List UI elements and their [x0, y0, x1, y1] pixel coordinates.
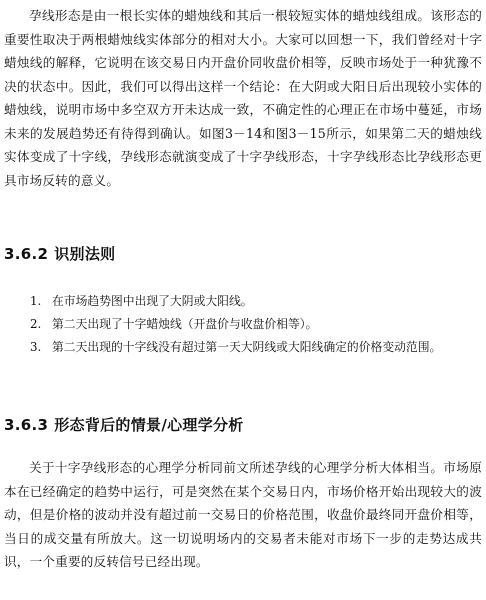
- list-item-index: 1.: [30, 294, 42, 308]
- intro-paragraph: 孕线形态是由一根长实体的蜡烛线和其后一根较短实体的蜡烛线组成。该形态的重要性取决于两根蜡烛线实体部分的相对大小。大家可以回想一下，我们曾经对十字蜡烛线的解释，它说明在该交易日内开盘价同收盘价相等，反映市场处于一种犹豫不决的状态中。因此，我们可以得出这样一个结论：在大阴或大阳日后出现较小实体的蜡烛线，说明市场中多空双方开未达成一致，不确定性的心理正在市场中蔓延，市场未来的发展趋势还有待得到确认。如图3－14和图3－15所示，如果第二天的蜡烛线实体变成了十字线，孕线形态就演变成了十字孕线形态，十字孕线形态比孕线形态更具市场反转的意义。: [4, 8, 482, 188]
- section-number: 3.6.2: [4, 245, 49, 263]
- list-item-text: 在市场趋势图中出现了大阴或大阳线。: [52, 294, 253, 308]
- section-number: 3.6.3: [4, 416, 49, 434]
- list-item-text: 第二天出现了十字蜡烛线（开盘价与收盘价相等）。: [52, 317, 318, 331]
- section-heading-psychology-analysis: [4, 414, 482, 435]
- section-title: 形态背后的情景/心理学分析: [54, 416, 244, 434]
- list-item: [30, 313, 476, 336]
- section-heading-identification-rules: [4, 243, 482, 264]
- rules-list: [30, 290, 476, 359]
- list-item: [30, 336, 476, 359]
- analysis-paragraph: 关于十字孕线形态的心理学分析同前文所述孕线的心理学分析大体相当。市场原本在已经确定的趋势中运行，可是突然在某个交易日内，市场价格开始出现较大的波动，但是价格的波动并没有超过前一交易日的价格范围，收盘价最终同开盘价相等，当日的成交量有所放大。这一切说明场内的交易者未能对市场下一步的走势达成共识，一个重要的反转信号已经出现。: [4, 460, 482, 569]
- section-title: 识别法则: [54, 245, 116, 263]
- list-item-index: 2.: [30, 317, 42, 331]
- list-item-text: 第二天出现的十字线没有超过第一天大阴线或大阳线确定的价格变动范围。: [52, 340, 442, 354]
- list-item-index: 3.: [30, 340, 42, 354]
- list-item: [30, 290, 476, 313]
